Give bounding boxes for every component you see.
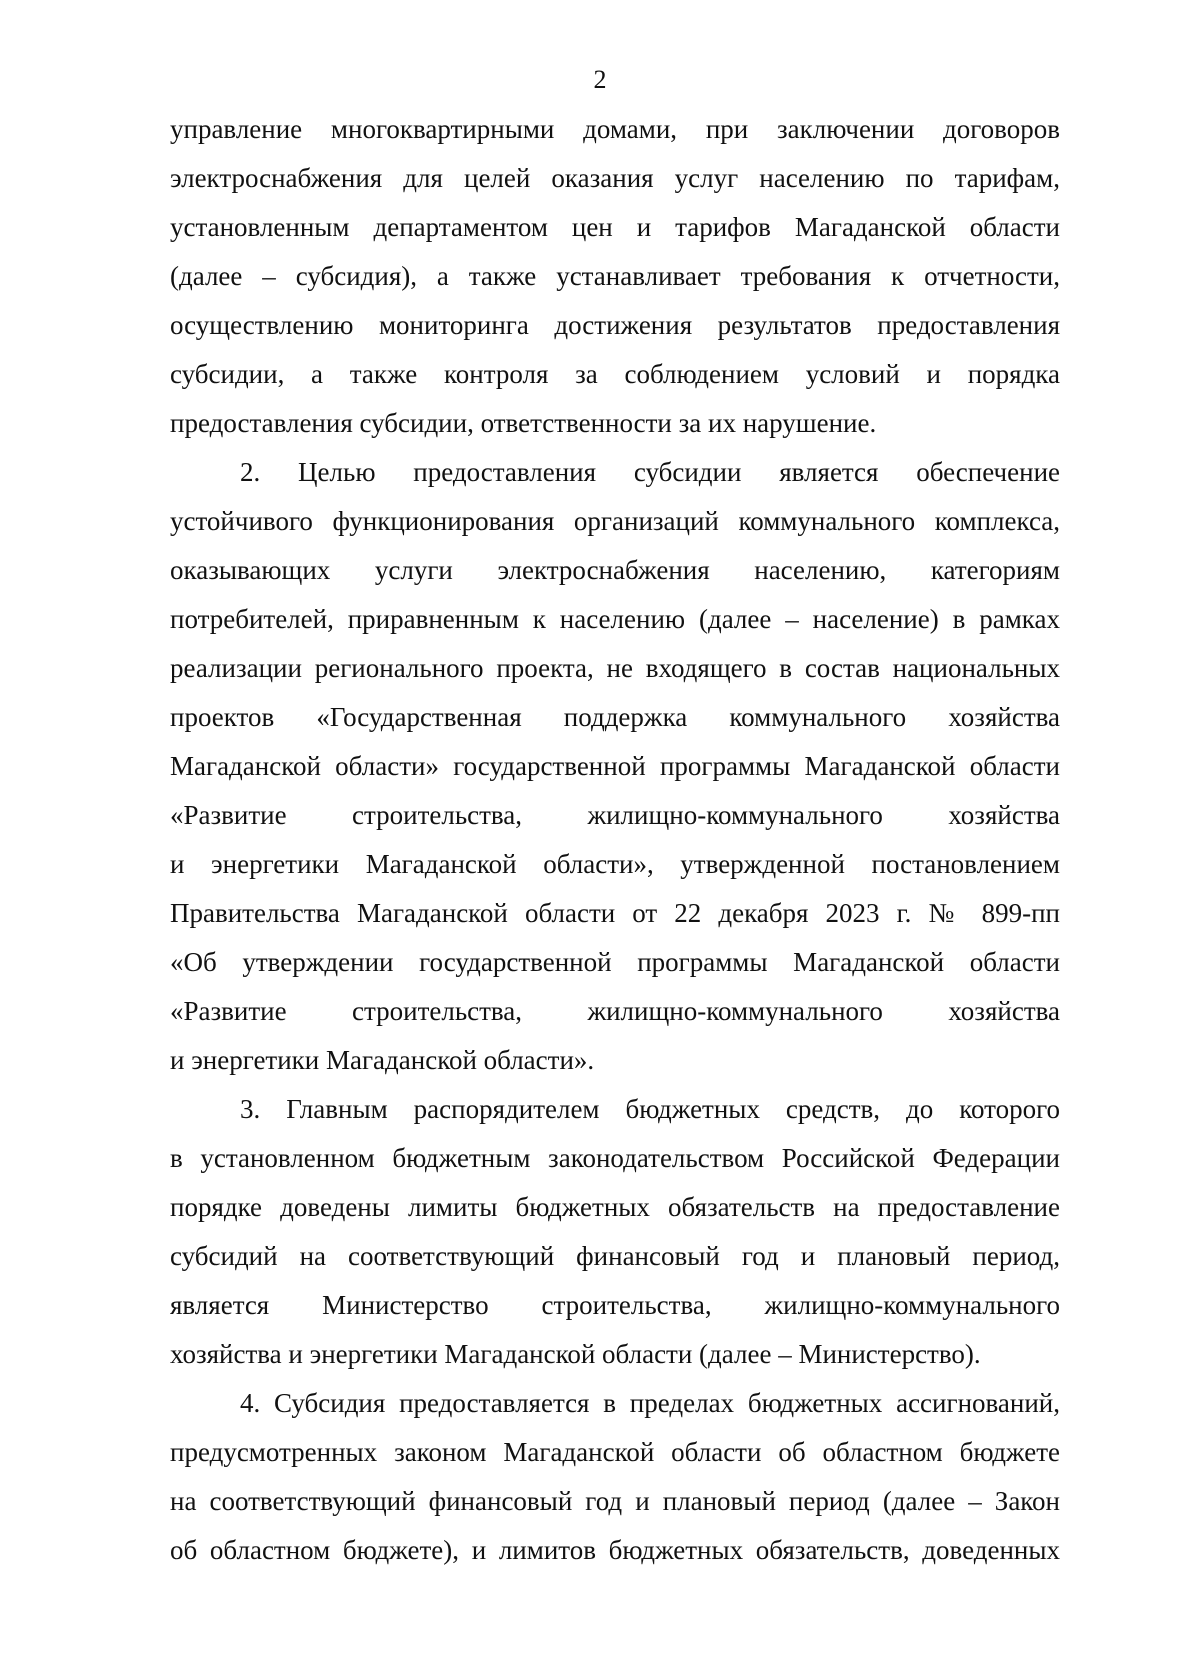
text-line: (далее – субсидия), а также устанавливает требования к отчетности, bbox=[170, 261, 1060, 291]
text-line: 2. Целью предоставления субсидии является обеспечение bbox=[240, 457, 1060, 487]
text-line: является Министерство строительства, жилищно-коммунального bbox=[170, 1290, 1060, 1320]
text-line: «Развитие строительства, жилищно-коммунального хозяйства bbox=[170, 996, 1060, 1026]
text-line: хозяйства и энергетики Магаданской области (далее – Министерство). bbox=[170, 1339, 981, 1369]
page-number: 2 bbox=[593, 65, 607, 94]
text-line: Правительства Магаданской области от 22 декабря 2023 г. № 899-пп bbox=[170, 898, 1060, 928]
text-line: потребителей, приравненным к населению (далее – население) в рамках bbox=[170, 604, 1060, 634]
text-line: и энергетики Магаданской области», утвержденной постановлением bbox=[170, 849, 1060, 879]
text-line: порядке доведены лимиты бюджетных обязательств на предоставление bbox=[170, 1192, 1060, 1222]
text-line: проектов «Государственная поддержка коммунального хозяйства bbox=[170, 702, 1060, 732]
text-line: управление многоквартирными домами, при заключении договоров bbox=[170, 114, 1060, 144]
text-line: «Об утверждении государственной программы Магаданской области bbox=[170, 947, 1060, 977]
text-line: предусмотренных законом Магаданской области об областном бюджете bbox=[170, 1437, 1060, 1467]
text-line: 3. Главным распорядителем бюджетных средств, до которого bbox=[240, 1094, 1060, 1124]
text-line: устойчивого функционирования организаций коммунального комплекса, bbox=[170, 506, 1060, 536]
text-line: осуществлению мониторинга достижения результатов предоставления bbox=[170, 310, 1060, 340]
text-line: электроснабжения для целей оказания услуг населению по тарифам, bbox=[170, 163, 1060, 193]
document-body bbox=[170, 105, 1060, 1575]
text-line: 4. Субсидия предоставляется в пределах бюджетных ассигнований, bbox=[240, 1388, 1060, 1418]
text-line: субсидии, а также контроля за соблюдением условий и порядка bbox=[170, 359, 1060, 389]
text-line: предоставления субсидии, ответственности за их нарушение. bbox=[170, 408, 877, 438]
text-line: Магаданской области» государственной программы Магаданской области bbox=[170, 751, 1060, 781]
text-line: на соответствующий финансовый год и плановый период (далее – Закон bbox=[170, 1486, 1060, 1516]
text-line: установленным департаментом цен и тарифов Магаданской области bbox=[170, 212, 1060, 242]
text-line: оказывающих услуги электроснабжения населению, категориям bbox=[170, 555, 1060, 585]
text-line: субсидий на соответствующий финансовый год и плановый период, bbox=[170, 1241, 1060, 1271]
text-line: об областном бюджете), и лимитов бюджетных обязательств, доведенных bbox=[170, 1535, 1060, 1565]
text-line: в установленном бюджетным законодательством Российской Федерации bbox=[170, 1143, 1060, 1173]
text-line: реализации регионального проекта, не входящего в состав национальных bbox=[170, 653, 1060, 683]
text-line: «Развитие строительства, жилищно-коммунального хозяйства bbox=[170, 800, 1060, 830]
text-line: и энергетики Магаданской области». bbox=[170, 1045, 595, 1075]
